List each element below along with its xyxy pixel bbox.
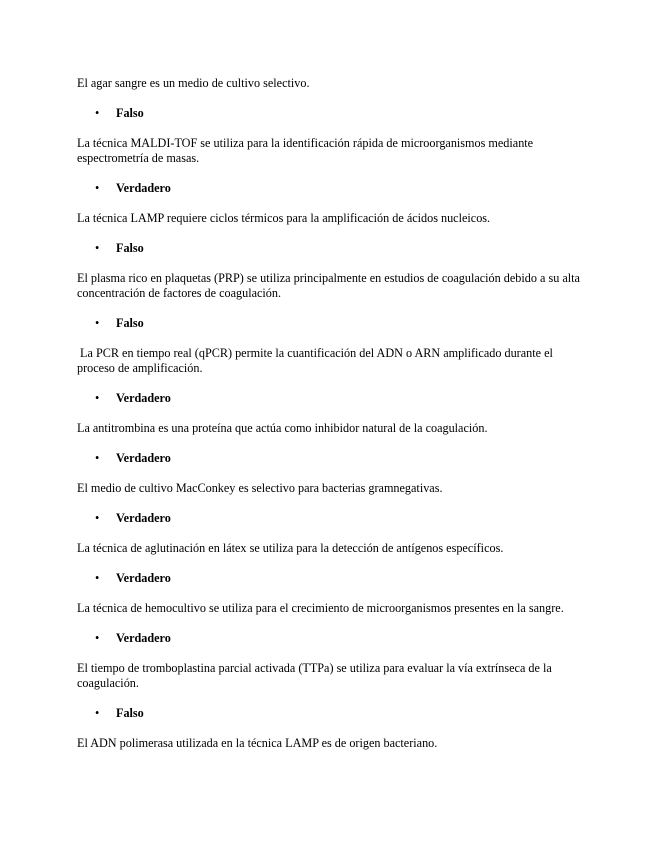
bullet-icon: •: [95, 571, 100, 585]
answer-10: [77, 706, 582, 721]
answer-8: [77, 571, 582, 586]
answer-text: Verdadero: [116, 571, 171, 585]
answer-2: [77, 181, 582, 196]
question-5: La PCR en tiempo real (qPCR) permite la cuantificación del ADN o ARN amplificado durante el proceso de amplificación.: [77, 346, 556, 375]
bullet-icon: •: [95, 316, 100, 330]
bullet-icon: •: [95, 631, 100, 645]
answer-text: Falso: [116, 241, 144, 255]
bullet-icon: •: [95, 511, 100, 525]
bullet-icon: •: [95, 106, 100, 120]
question-10: El tiempo de tromboplastina parcial activada (TTPa) se utiliza para evaluar la vía extrínseca de la coagulación.: [77, 661, 555, 690]
question-1: El agar sangre es un medio de cultivo selectivo.: [77, 76, 310, 90]
answer-text: Verdadero: [116, 391, 171, 405]
bullet-icon: •: [95, 391, 100, 405]
answer-text: Falso: [116, 706, 144, 720]
question-6: La antitrombina es una proteína que actúa como inhibidor natural de la coagulación.: [77, 421, 488, 435]
question-11: El ADN polimerasa utilizada en la técnica LAMP es de origen bacteriano.: [77, 736, 438, 750]
bullet-icon: •: [95, 241, 100, 255]
question-3: La técnica LAMP requiere ciclos térmicos para la amplificación de ácidos nucleicos.: [77, 211, 491, 225]
bullet-icon: •: [95, 706, 100, 720]
document-page: [77, 76, 582, 751]
question-2: La técnica MALDI-TOF se utiliza para la identificación rápida de microorganismos mediante espectrometría de masas.: [77, 136, 537, 165]
question-8: La técnica de aglutinación en látex se utiliza para la detección de antígenos específicos.: [77, 541, 504, 555]
answer-9: [77, 631, 582, 646]
answer-text: Falso: [116, 316, 144, 330]
answer-1: [77, 106, 582, 121]
question-4: El plasma rico en plaquetas (PRP) se utiliza principalmente en estudios de coagulación debido a su alta concentración de factores de coagulación.: [77, 271, 583, 300]
answer-4: [77, 316, 582, 331]
answer-text: Verdadero: [116, 451, 171, 465]
answer-5: [77, 391, 582, 406]
answer-6: [77, 451, 582, 466]
answer-text: Verdadero: [116, 631, 171, 645]
answer-text: Verdadero: [116, 511, 171, 525]
question-7: El medio de cultivo MacConkey es selectivo para bacterias gramnegativas.: [77, 481, 443, 495]
answer-text: Verdadero: [116, 181, 171, 195]
bullet-icon: •: [95, 181, 100, 195]
answer-text: Falso: [116, 106, 144, 120]
answer-3: [77, 241, 582, 256]
bullet-icon: •: [95, 451, 100, 465]
answer-7: [77, 511, 582, 526]
question-9: La técnica de hemocultivo se utiliza para el crecimiento de microorganismos presentes en la sangre.: [77, 601, 564, 615]
